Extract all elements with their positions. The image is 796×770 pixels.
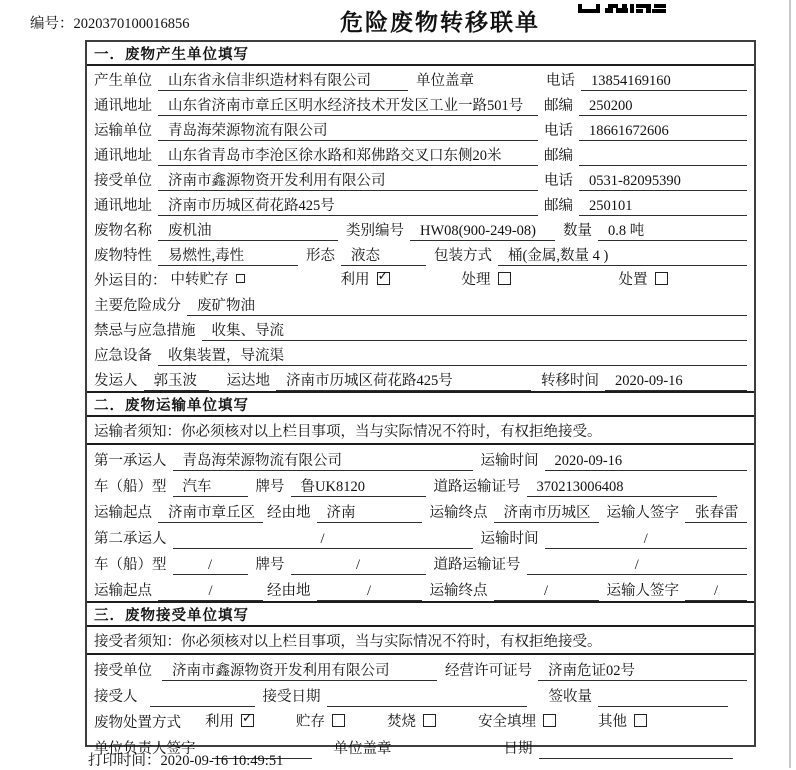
field-label: 主要危险成分 xyxy=(94,298,181,314)
field-label: 运输人签字 xyxy=(606,583,679,599)
check-mark-icon: ✓ xyxy=(242,710,253,725)
field-label: 运输时间 xyxy=(480,531,539,547)
form-row xyxy=(87,191,754,216)
field-label: 运输起点 xyxy=(94,583,152,599)
form-row xyxy=(87,523,754,549)
checkbox-unchecked-icon xyxy=(655,272,668,285)
field-value: 370213006408 xyxy=(527,478,718,497)
checkbox-checked-icon xyxy=(377,268,390,285)
checkbox-checked-icon xyxy=(241,710,254,727)
print-time xyxy=(88,749,283,770)
field-value: 250101 xyxy=(579,197,747,216)
checkbox-label: 安全填埋 xyxy=(478,714,536,730)
field-value: 济南市历城区荷花路425号 xyxy=(276,372,531,391)
field-label: 接受单位 xyxy=(94,173,152,189)
field-label: 单位盖章 xyxy=(333,741,392,757)
field-value: 0531-82095390 xyxy=(579,172,747,191)
field-label: 车（船）型 xyxy=(94,557,167,573)
field-label: 邮编 xyxy=(544,148,573,164)
field-value: 济南市章丘区 xyxy=(158,504,263,523)
field-label: 经由地 xyxy=(267,505,311,521)
form-row xyxy=(87,241,754,266)
page-scan-edge xyxy=(789,0,791,768)
field-label: 运输终点 xyxy=(429,505,488,521)
serial-label: 编号： xyxy=(30,16,74,32)
checkbox-unchecked-icon xyxy=(423,714,436,727)
section-header: 三．废物接受单位填写 xyxy=(87,601,754,627)
field-label: 发运人 xyxy=(94,373,138,389)
form-row xyxy=(87,266,754,291)
field-label: 类别编号 xyxy=(346,223,404,239)
field-label: 包装方式 xyxy=(434,248,492,264)
field-label: 转移时间 xyxy=(541,373,599,389)
checkbox-unchecked-icon xyxy=(236,274,245,283)
checkbox-option xyxy=(598,710,647,733)
field-label: 数量 xyxy=(563,223,592,239)
field-value: 废矿物油 xyxy=(187,297,747,316)
serial-value: 2020370100016856 xyxy=(73,16,190,32)
field-label: 经由地 xyxy=(267,583,311,599)
form-row xyxy=(87,655,754,681)
print-time-value: 2020-09-16 10:49:51 xyxy=(160,753,284,769)
field-label: 车（船）型 xyxy=(94,479,167,495)
form-row xyxy=(87,341,754,366)
checkbox-unchecked-icon xyxy=(543,714,556,727)
checkbox-option xyxy=(619,268,668,291)
field-value: 济南危证02号 xyxy=(538,662,747,681)
checkbox-label: 中转贮存 xyxy=(170,272,229,288)
field-value: 250200 xyxy=(579,97,747,116)
field-label: 运输单位 xyxy=(94,123,152,139)
field-value xyxy=(150,688,255,707)
field-label: 牌号 xyxy=(255,479,285,495)
field-label: 第二承运人 xyxy=(94,531,167,547)
field-value: 山东省青岛市李沧区徐水路和郑佛路交叉口东侧20米 xyxy=(158,147,538,166)
page-title: 危险废物转移联单 xyxy=(340,10,540,35)
form-row xyxy=(87,291,754,316)
field-label: 单位盖章 xyxy=(416,73,474,89)
section-header: 二．废物运输单位填写 xyxy=(87,391,754,417)
section-header: 一．废物产生单位填写 xyxy=(87,42,754,66)
form-row xyxy=(87,497,754,523)
checkbox-label: 处置 xyxy=(618,272,648,288)
field-value: 青岛海荣源物流有限公司 xyxy=(158,122,538,141)
field-value: 山东省济南市章丘区明水经济技术开发区工业一路501号 xyxy=(158,97,538,116)
checkbox-option xyxy=(205,710,254,733)
field-value: 青岛海荣源物流有限公司 xyxy=(173,452,473,471)
field-value: 张春雷 xyxy=(685,504,747,523)
field-label: 废物名称 xyxy=(94,223,152,239)
field-value: 鲁UK8120 xyxy=(291,478,426,497)
field-value: 汽车 xyxy=(173,478,248,497)
field-value: 液态 xyxy=(341,247,426,266)
field-label: 接受单位 xyxy=(94,663,152,679)
field-value: / xyxy=(173,530,473,549)
form-row xyxy=(87,166,754,191)
checkbox-label: 利用 xyxy=(205,714,234,730)
field-label: 经营许可证号 xyxy=(445,663,532,679)
field-label: 邮编 xyxy=(544,198,573,214)
field-value: 郭玉波 xyxy=(144,372,209,391)
field-value: / xyxy=(527,556,748,575)
field-value: 13854169160 xyxy=(581,72,747,91)
field-label: 电话 xyxy=(544,123,573,139)
qr-code-fragment-icon xyxy=(578,0,668,18)
field-value: HW08(900-249-08) xyxy=(410,222,555,241)
checkbox-option xyxy=(341,268,390,291)
field-label: 道路运输证号 xyxy=(433,557,521,573)
field-label: 第一承运人 xyxy=(94,453,167,469)
field-value: / xyxy=(317,582,422,601)
form-row xyxy=(87,707,754,733)
field-value: 2020-09-16 xyxy=(545,452,748,471)
field-label: 应急设备 xyxy=(94,348,152,364)
field-label: 禁忌与应急措施 xyxy=(94,323,196,339)
field-value: 易燃性,毒性 xyxy=(158,247,298,266)
checkbox-unchecked-icon xyxy=(498,272,511,285)
field-label: 牌号 xyxy=(255,557,285,573)
form-row xyxy=(87,216,754,241)
field-value: 山东省永信非织造材料有限公司 xyxy=(158,72,408,91)
field-value: 收集装置，导流渠 xyxy=(158,347,747,366)
field-label: 邮编 xyxy=(544,98,573,114)
field-label: 签收量 xyxy=(548,689,592,705)
field-value: / xyxy=(685,582,747,601)
field-value: 济南市历城区 xyxy=(494,504,599,523)
field-label: 通讯地址 xyxy=(94,98,152,114)
field-value: / xyxy=(291,556,426,575)
form-row xyxy=(87,316,754,341)
field-value: / xyxy=(173,556,248,575)
print-time-label: 打印时间： xyxy=(88,753,161,769)
checkbox-label: 其他 xyxy=(598,714,627,730)
form-row xyxy=(87,141,754,166)
field-label: 道路运输证号 xyxy=(433,479,521,495)
checkbox-option xyxy=(387,710,436,733)
field-label: 运达地 xyxy=(226,373,270,389)
field-value: 桶(金属,数量 4 ) xyxy=(498,247,747,266)
form-row xyxy=(87,471,754,497)
field-value: 济南市鑫源物资开发利用有限公司 xyxy=(162,662,437,681)
checkbox-label: 焚烧 xyxy=(387,714,416,730)
checkbox-option xyxy=(462,268,511,291)
field-value: 济南市鑫源物资开发利用有限公司 xyxy=(158,172,538,191)
form-row xyxy=(87,91,754,116)
field-value: 废机油 xyxy=(158,222,338,241)
field-value: 2020-09-16 xyxy=(605,372,747,391)
form-row xyxy=(87,575,754,601)
checkbox-label: 处理 xyxy=(461,272,491,288)
field-label: 废物处置方式 xyxy=(94,715,181,731)
checkbox-option xyxy=(171,268,245,291)
section-note: 运输者须知：你必须核对以上栏目事项，当与实际情况不符时，有权拒绝接受。 xyxy=(87,417,754,445)
field-value: 0.8 吨 xyxy=(598,222,747,241)
field-label: 形态 xyxy=(306,248,335,264)
field-label: 单位负责人签字 xyxy=(94,741,196,757)
checkbox-label: 贮存 xyxy=(296,714,325,730)
field-label: 通讯地址 xyxy=(94,198,152,214)
field-label: 通讯地址 xyxy=(94,148,152,164)
field-value xyxy=(598,688,728,707)
check-mark-icon: ✓ xyxy=(377,268,389,283)
form-row xyxy=(87,549,754,575)
checkbox-unchecked-icon xyxy=(634,714,647,727)
form-row xyxy=(87,445,754,471)
checkbox-option xyxy=(478,710,556,733)
field-value xyxy=(539,740,734,759)
field-label: 接受日期 xyxy=(262,689,321,705)
section-note: 接受者须知：你必须核对以上栏目事项，当与实际情况不符时，有权拒绝接受。 xyxy=(87,627,754,655)
field-value xyxy=(579,147,747,166)
field-value xyxy=(327,688,527,707)
field-label: 废物特性 xyxy=(94,248,152,264)
field-value: / xyxy=(494,582,599,601)
transfer-form xyxy=(85,40,756,757)
field-value: 济南 xyxy=(317,504,422,523)
field-label: 产生单位 xyxy=(94,73,152,89)
field-label: 接受人 xyxy=(94,689,138,705)
field-label: 外运目的： xyxy=(94,273,167,289)
field-label: 日期 xyxy=(503,741,533,757)
field-label: 运输终点 xyxy=(429,583,488,599)
field-label: 运输人签字 xyxy=(606,505,679,521)
field-label: 运输时间 xyxy=(480,453,539,469)
field-value: 收集、导流 xyxy=(202,322,748,341)
field-label: 电话 xyxy=(546,73,575,89)
field-value: 济南市历城区荷花路425号 xyxy=(158,197,538,216)
field-label: 运输起点 xyxy=(94,505,152,521)
form-row xyxy=(87,366,754,391)
field-value: 18661672606 xyxy=(579,122,747,141)
form-row xyxy=(87,116,754,141)
checkbox-option xyxy=(296,710,345,733)
form-row xyxy=(87,681,754,707)
field-label: 电话 xyxy=(544,173,573,189)
field-value: / xyxy=(545,530,748,549)
checkbox-unchecked-icon xyxy=(332,714,345,727)
form-row xyxy=(87,66,754,91)
field-value: / xyxy=(158,582,263,601)
checkbox-label: 利用 xyxy=(340,272,370,288)
